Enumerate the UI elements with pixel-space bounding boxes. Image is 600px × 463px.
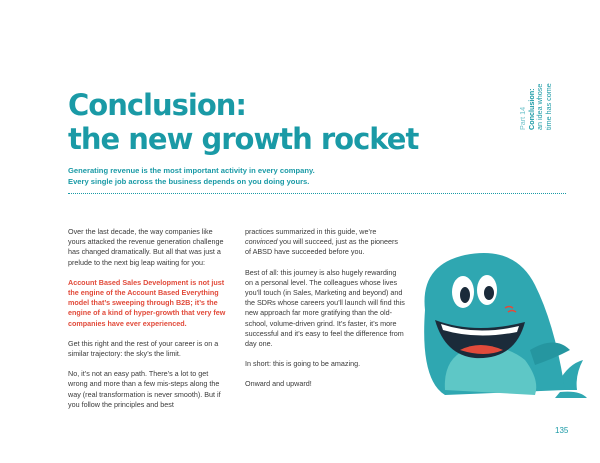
emphasis-text: convinced [245,237,278,247]
section-side-label [519,60,569,130]
highlight-paragraph: Account Based Sales Development is not just the engine of the Account Based Everything model that’s sweeping through B2B; it’s the engine of a kind of hyper-growth that very few companies have ever experienced. [68,277,226,328]
paragraph: Onward and upward! [245,379,312,389]
intro-line-1: Generating revenue is the most important activity in every company. [68,166,315,175]
title-line-1: Conclusion: [68,88,246,122]
intro-line-2: Every single job across the business depends on you doing yours. [68,177,310,186]
part-subtitle-2: time has come [543,83,553,130]
text-run: practices summarized in this guide, we’re [245,227,377,236]
paragraph [245,227,405,258]
page-number: 135 [555,426,569,435]
paragraph: Best of all: this journey is also hugely rewarding on a personal level. The colleagues whose lives you’ll touch (in Sales, Marketing and beyond) and the SDRs whose careers you’ll launch will find this new approach far more gratifying than the old-school, volume-driven grind. It’s faster, it’s more successful and it’s easy to feel the difference from day one. [245,267,405,349]
part-number: Part 14 [518,106,527,130]
part-subtitle-1: an idea whose [535,83,544,130]
paragraph: No, it’s not an easy path. There’s a lot to get wrong and more than a few mis-steps along the way (real transformation is never smooth). But if you follow the principles and best [68,369,221,409]
title-line-2: the new growth rocket [68,122,419,156]
right-column [245,227,405,400]
paragraph: Over the last decade, the way companies like yours attacked the revenue generation challenge has changed dramatically. But all that was just a prelude to the next big leap waiting for you: [68,227,224,267]
text-run: you will succeed, just as the pioneers of ABSD have succeeded before you. [245,237,399,257]
page-title [68,88,418,156]
dotted-divider [68,193,566,194]
intro-text [68,165,388,187]
whale-mascot-illustration [405,240,590,400]
paragraph: In short: this is going to be amazing. [245,359,361,369]
left-column [68,227,228,420]
part-title: Conclusion: [526,88,536,130]
paragraph: Get this right and the rest of your career is on a similar trajectory: the sky’s the limit. [68,338,219,359]
